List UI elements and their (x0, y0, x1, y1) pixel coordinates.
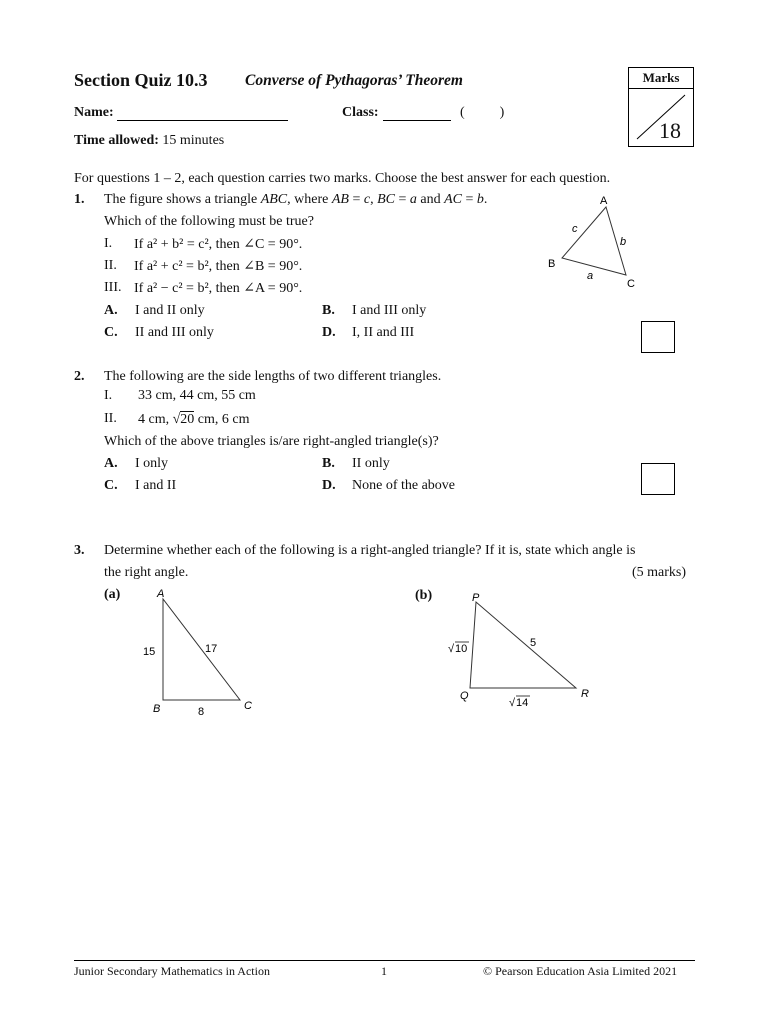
q1-statement-1: If a² + b² = c², then ∠C = 90°. (134, 237, 303, 252)
q1-option-c-letter: C. (104, 325, 118, 340)
q1-option-b-letter: B. (322, 303, 335, 318)
q3a-vertex-b: B (153, 703, 161, 715)
q3b-vertex-r: R (581, 688, 589, 700)
q1-option-b[interactable]: I and III only (352, 303, 427, 318)
footer-book-title: Junior Secondary Mathematics in Action (74, 964, 270, 978)
q1-number: 1. (74, 192, 85, 207)
class-blank[interactable] (383, 120, 451, 121)
q1-side-a: a (587, 270, 594, 282)
q1-statement-2: If a² + c² = b², then ∠B = 90°. (134, 259, 303, 274)
q2-stem: The following are the side lengths of two different triangles. (104, 369, 442, 384)
q2-question: Which of the above triangles is/are right-angled triangle(s)? (104, 434, 439, 449)
marks-label: Marks (629, 68, 693, 89)
q3-line-2: the right angle. (104, 565, 189, 580)
q3b-side-pr: 5 (530, 637, 537, 649)
time-label: Time allowed: (74, 133, 159, 148)
q1-option-c[interactable]: II and III only (135, 325, 214, 340)
q3a-side-ab: 15 (143, 646, 156, 658)
q1-statement-1-num: I. (104, 236, 113, 251)
q2-number: 2. (74, 369, 85, 384)
q1-stem-abc: ABC (260, 192, 288, 207)
q1-statement-3-num: III. (104, 280, 122, 295)
q3b-side-qr: 14 (516, 697, 529, 709)
q2-option-b-letter: B. (322, 456, 335, 471)
q2-line-2-b: cm, 6 cm (194, 412, 250, 427)
q1-vertex-c: C (627, 278, 635, 290)
q1-statement-2-num: II. (104, 258, 117, 273)
marks-total: 18 (659, 118, 681, 143)
quiz-subtitle: Converse of Pythagoras’ Theorem (245, 72, 463, 89)
q3-part-a-label: (a) (104, 587, 121, 602)
quiz-title: Section Quiz 10.3 (74, 70, 208, 90)
q1-stem-text-2: , where (287, 192, 332, 207)
q1-side-c: c (572, 223, 578, 235)
q1-stem-and: and (416, 192, 445, 207)
q3-number: 3. (74, 543, 85, 558)
time-value: 15 minutes (162, 133, 225, 148)
footer-page-number: 1 (381, 964, 387, 978)
marks-box (628, 67, 694, 147)
q2-line-2-num: II. (104, 411, 117, 426)
q3-line-1: Determine whether each of the following is a right-angled triangle? If it is, state which angle is (104, 543, 636, 558)
q3a-triangle-figure (130, 584, 270, 720)
q2-option-d[interactable]: None of the above (352, 478, 456, 493)
q3a-side-bc: 8 (198, 706, 205, 718)
q2-line-1: 33 cm, 44 cm, 55 cm (138, 388, 256, 403)
q3b-vertex-q: Q (460, 690, 469, 702)
q1-option-a[interactable]: I and II only (135, 303, 205, 318)
q1-statement-3: If a² − c² = b², then ∠A = 90°. (134, 281, 303, 296)
q2-option-c-letter: C. (104, 478, 118, 493)
q3a-side-ac: 17 (205, 643, 218, 655)
q3a-vertex-a: A (157, 588, 165, 600)
q2-option-a-letter: A. (104, 456, 118, 471)
q1-option-d[interactable]: I, II and III (352, 325, 415, 340)
q1-question: Which of the following must be true? (104, 214, 314, 229)
footer-copyright: © Pearson Education Asia Limited 2021 (483, 964, 678, 978)
q2-option-c[interactable]: I and II (135, 478, 177, 493)
q1-answer-box[interactable] (641, 321, 675, 353)
q2-line-1-num: I. (104, 388, 113, 403)
q2-answer-box[interactable] (641, 463, 675, 495)
q2-option-b[interactable]: II only (352, 456, 390, 471)
q2-line-2-root: 20 (180, 412, 195, 427)
q1-side-b: b (620, 236, 627, 248)
class-label: Class: (342, 105, 379, 120)
q1-vertex-b: B (548, 258, 556, 270)
class-number-blank[interactable]: ( ) (460, 105, 505, 120)
q1-option-d-letter: D. (322, 325, 336, 340)
q3b-vertex-p: P (472, 592, 480, 604)
q2-line-2-a: 4 cm, (138, 412, 173, 427)
q1-stem-text: The figure shows a triangle (104, 192, 261, 207)
q3-part-b-label: (b) (415, 588, 433, 603)
q2-option-d-letter: D. (322, 478, 336, 493)
q1-stem: The figure shows a triangle ABC, where AB = c, BC = a and AC = b. (104, 192, 488, 207)
q3a-vertex-c: C (244, 700, 252, 712)
name-blank[interactable] (117, 120, 288, 121)
q3b-side-pq: 10 (455, 643, 468, 655)
time-allowed (74, 133, 224, 149)
q2-line-2: 4 cm, √20 cm, 6 cm (138, 412, 250, 427)
instructions: For questions 1 – 2, each question carries two marks. Choose the best answer for each question. (74, 171, 611, 186)
q3b-side-pq-root: √ (448, 643, 455, 655)
q1-triangle-figure (540, 192, 650, 292)
q1-vertex-a: A (600, 195, 608, 207)
name-label: Name: (74, 105, 114, 120)
footer-rule (74, 960, 695, 961)
q3b-triangle-figure (440, 584, 610, 714)
q3-marks: (5 marks) (632, 565, 687, 580)
q2-option-a[interactable]: I only (135, 456, 169, 471)
q1-option-a-letter: A. (104, 303, 118, 318)
q3b-side-qr-root: √ (509, 697, 516, 709)
